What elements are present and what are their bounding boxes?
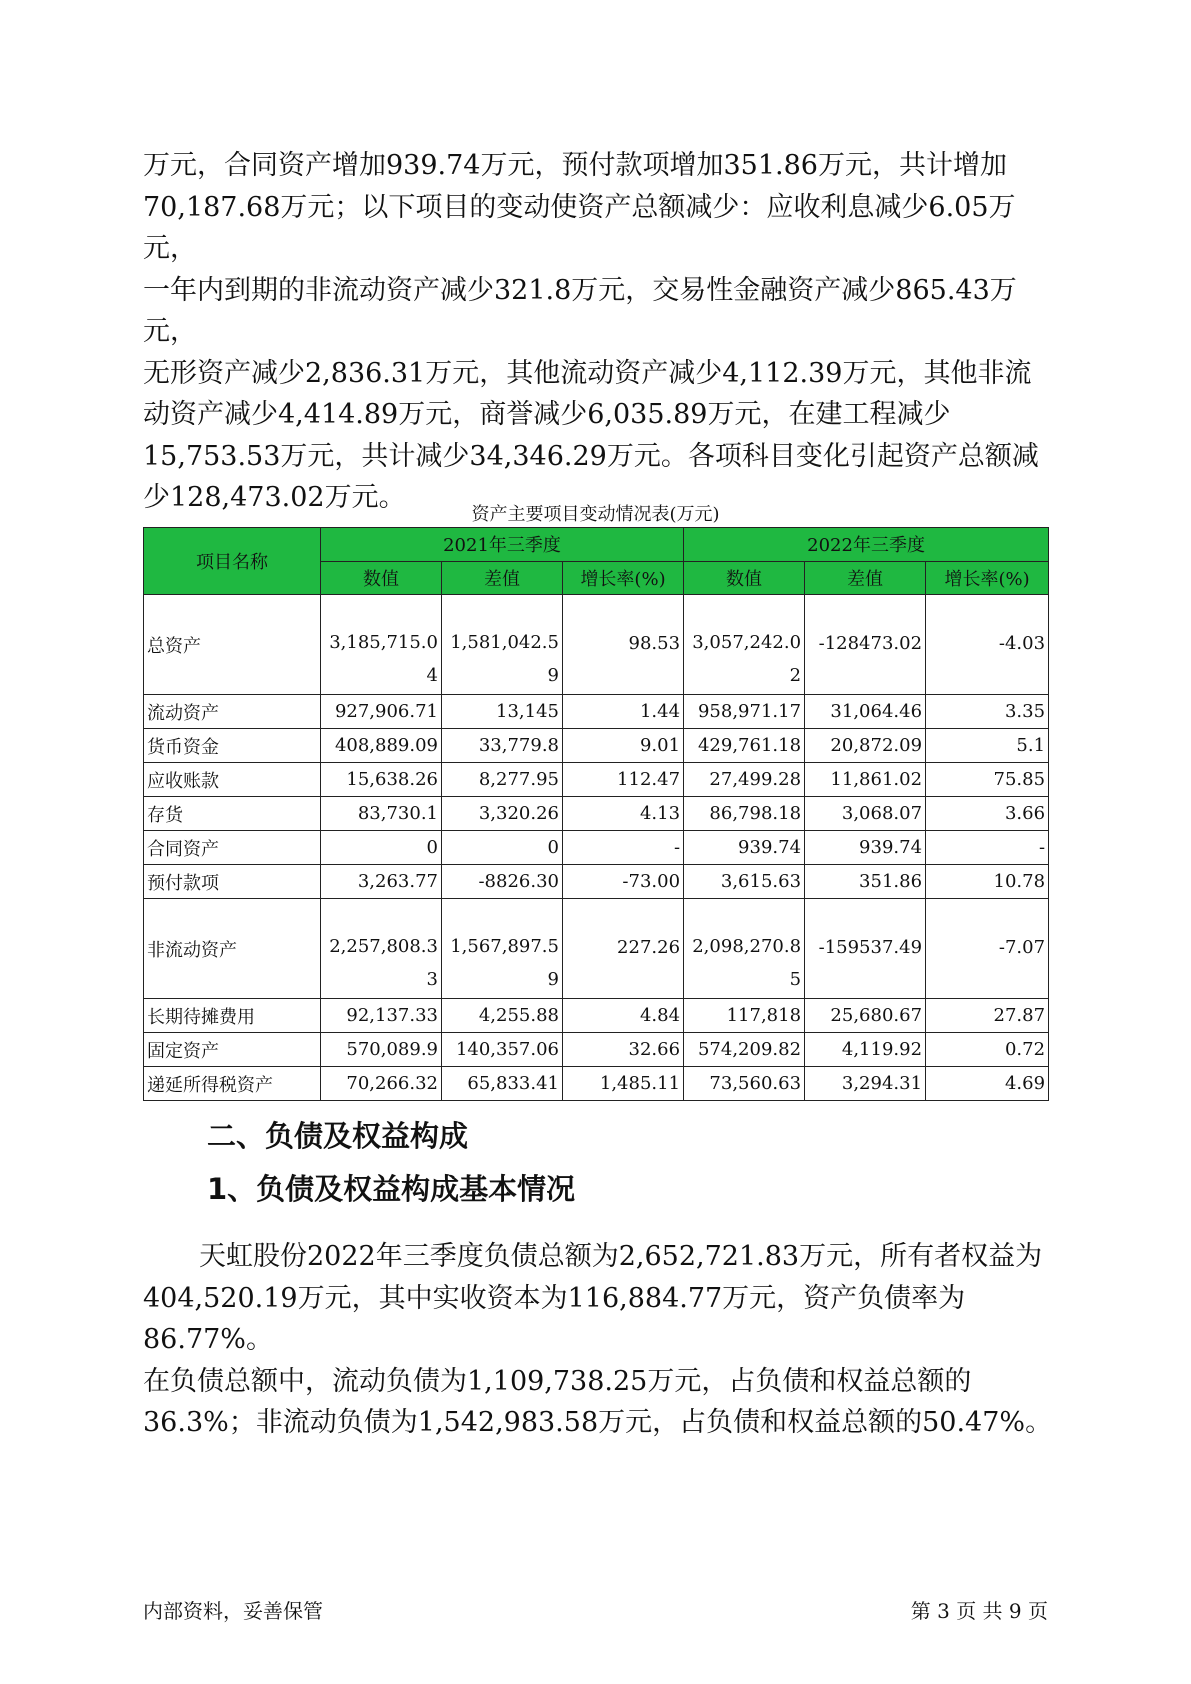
table-caption: 资产主要项目变动情况表(万元) xyxy=(471,504,720,525)
cell-diff-2021: 13,145 xyxy=(442,695,563,729)
cell-growth-2022: - xyxy=(926,831,1049,865)
cell-value-2021: 408,889.09 xyxy=(321,729,442,763)
cell-value-2021: 92,137.33 xyxy=(321,999,442,1033)
cell-diff-2021: 140,357.06 xyxy=(442,1033,563,1067)
cell-value-2021: 15,638.26 xyxy=(321,763,442,797)
cell-value-2021: 83,730.1 xyxy=(321,797,442,831)
row-name: 存货 xyxy=(144,797,321,831)
cell-growth-2022: 0.72 xyxy=(926,1033,1049,1067)
cell-diff-2021: 33,779.8 xyxy=(442,729,563,763)
cell-diff-2021: 0 xyxy=(442,831,563,865)
intro-line: 少128,473.02万元。 xyxy=(143,482,406,513)
cell-value-2022: 2,098,270.85 xyxy=(684,899,805,999)
row-name: 总资产 xyxy=(144,595,321,695)
footer-page-number: 第 3 页 共 9 页 xyxy=(910,1599,1048,1623)
row-name: 长期待摊费用 xyxy=(144,999,321,1033)
cell-value-2022: 117,818 xyxy=(684,999,805,1033)
cell-diff-2022: 31,064.46 xyxy=(805,695,926,729)
cell-diff-2022: 3,068.07 xyxy=(805,797,926,831)
cell-diff-2022: 11,861.02 xyxy=(805,763,926,797)
cell-value-2022: 3,615.63 xyxy=(684,865,805,899)
row-name: 预付款项 xyxy=(144,865,321,899)
header-value: 数值 xyxy=(684,561,805,595)
cell-diff-2021: 65,833.41 xyxy=(442,1067,563,1101)
intro-line: 万元，合同资产增加939.74万元，预付款项增加351.86万元，共计增加 xyxy=(143,150,1007,181)
cell-diff-2022: 3,294.31 xyxy=(805,1067,926,1101)
intro-line: 一年内到期的非流动资产减少321.8万元，交易性金融资产减少865.43万元， xyxy=(143,274,1017,347)
table-row xyxy=(144,865,1049,899)
cell-growth-2022: 75.85 xyxy=(926,763,1049,797)
asset-change-table xyxy=(143,527,1049,1101)
cell-growth-2021: 4.84 xyxy=(563,999,684,1033)
body-line: 404,520.19万元，其中实收资本为116,884.77万元，资产负债率为86.77%。 xyxy=(143,1282,966,1355)
footer-confidential-note: 内部资料，妥善保管 xyxy=(143,1599,323,1623)
cell-growth-2022: 3.35 xyxy=(926,695,1049,729)
row-name: 非流动资产 xyxy=(144,899,321,999)
cell-growth-2021: 1,485.11 xyxy=(563,1067,684,1101)
header-growth-rate: 增长率(%) xyxy=(563,561,684,595)
cell-value-2022: 958,971.17 xyxy=(684,695,805,729)
row-name: 货币资金 xyxy=(144,729,321,763)
intro-line: 动资产减少4,414.89万元，商誉减少6,035.89万元，在建工程减少 xyxy=(143,399,951,430)
table-row xyxy=(144,1033,1049,1067)
header-value: 数值 xyxy=(321,561,442,595)
row-name: 合同资产 xyxy=(144,831,321,865)
cell-diff-2022: 351.86 xyxy=(805,865,926,899)
cell-growth-2021: 227.26 xyxy=(563,899,684,999)
cell-diff-2022: -159537.49 xyxy=(805,899,926,999)
cell-value-2021: 3,263.77 xyxy=(321,865,442,899)
cell-diff-2021: -8826.30 xyxy=(442,865,563,899)
cell-growth-2022: 4.69 xyxy=(926,1067,1049,1101)
cell-diff-2022: 20,872.09 xyxy=(805,729,926,763)
cell-value-2022: 73,560.63 xyxy=(684,1067,805,1101)
liabilities-paragraph xyxy=(143,1236,1055,1444)
header-growth-rate: 增长率(%) xyxy=(926,561,1049,595)
cell-value-2021: 70,266.32 xyxy=(321,1067,442,1101)
table-row xyxy=(144,695,1049,729)
header-period-2022: 2022年三季度 xyxy=(684,528,1049,562)
cell-growth-2022: -4.03 xyxy=(926,595,1049,695)
table-row xyxy=(144,595,1049,695)
cell-growth-2021: 1.44 xyxy=(563,695,684,729)
cell-growth-2021: 4.13 xyxy=(563,797,684,831)
cell-growth-2021: 32.66 xyxy=(563,1033,684,1067)
table-row xyxy=(144,729,1049,763)
table-row xyxy=(144,797,1049,831)
cell-diff-2021: 1,581,042.59 xyxy=(442,595,563,695)
header-item-name: 项目名称 xyxy=(144,528,321,595)
table-row xyxy=(144,1067,1049,1101)
cell-diff-2021: 1,567,897.59 xyxy=(442,899,563,999)
cell-value-2022: 86,798.18 xyxy=(684,797,805,831)
row-name: 应收账款 xyxy=(144,763,321,797)
cell-growth-2022: -7.07 xyxy=(926,899,1049,999)
cell-growth-2021: - xyxy=(563,831,684,865)
cell-growth-2021: -73.00 xyxy=(563,865,684,899)
cell-value-2022: 27,499.28 xyxy=(684,763,805,797)
section-heading: 二、负债及权益构成 xyxy=(207,1119,469,1153)
cell-value-2022: 3,057,242.02 xyxy=(684,595,805,695)
cell-growth-2021: 112.47 xyxy=(563,763,684,797)
header-period-2021: 2021年三季度 xyxy=(321,528,684,562)
intro-line: 无形资产减少2,836.31万元，其他流动资产减少4,112.39万元，其他非流 xyxy=(143,357,1032,389)
cell-value-2021: 927,906.71 xyxy=(321,695,442,729)
cell-value-2021: 3,185,715.04 xyxy=(321,595,442,695)
cell-diff-2022: 4,119.92 xyxy=(805,1033,926,1067)
cell-growth-2022: 5.1 xyxy=(926,729,1049,763)
cell-diff-2021: 4,255.88 xyxy=(442,999,563,1033)
cell-value-2022: 939.74 xyxy=(684,831,805,865)
cell-growth-2021: 98.53 xyxy=(563,595,684,695)
cell-value-2021: 570,089.9 xyxy=(321,1033,442,1067)
row-name: 递延所得税资产 xyxy=(144,1067,321,1101)
table-row xyxy=(144,831,1049,865)
cell-diff-2022: 939.74 xyxy=(805,831,926,865)
row-name: 流动资产 xyxy=(144,695,321,729)
row-name: 固定资产 xyxy=(144,1033,321,1067)
subsection-heading: 1、负债及权益构成基本情况 xyxy=(207,1172,576,1206)
body-line: 在负债总额中，流动负债为1,109,738.25万元，占负债和权益总额的 xyxy=(143,1365,972,1397)
cell-growth-2022: 3.66 xyxy=(926,797,1049,831)
table-row xyxy=(144,999,1049,1033)
cell-growth-2022: 27.87 xyxy=(926,999,1049,1033)
cell-value-2021: 0 xyxy=(321,831,442,865)
intro-line: 70,187.68万元；以下项目的变动使资产总额减少：应收利息减少6.05万元， xyxy=(143,191,1016,264)
cell-diff-2021: 8,277.95 xyxy=(442,763,563,797)
cell-value-2021: 2,257,808.33 xyxy=(321,899,442,999)
table-row xyxy=(144,899,1049,999)
intro-paragraph xyxy=(143,145,1055,519)
cell-diff-2021: 3,320.26 xyxy=(442,797,563,831)
intro-line: 15,753.53万元，共计减少34,346.29万元。各项科目变化引起资产总额减 xyxy=(143,440,1039,472)
header-difference: 差值 xyxy=(805,561,926,595)
cell-growth-2021: 9.01 xyxy=(563,729,684,763)
header-difference: 差值 xyxy=(442,561,563,595)
table-row xyxy=(144,763,1049,797)
cell-diff-2022: -128473.02 xyxy=(805,595,926,695)
cell-growth-2022: 10.78 xyxy=(926,865,1049,899)
cell-diff-2022: 25,680.67 xyxy=(805,999,926,1033)
cell-value-2022: 574,209.82 xyxy=(684,1033,805,1067)
body-line: 天虹股份2022年三季度负债总额为2,652,721.83万元，所有者权益为 xyxy=(199,1241,1043,1272)
body-line: 36.3%；非流动负债为1,542,983.58万元，占负债和权益总额的50.47%。 xyxy=(143,1407,1053,1438)
cell-value-2022: 429,761.18 xyxy=(684,729,805,763)
